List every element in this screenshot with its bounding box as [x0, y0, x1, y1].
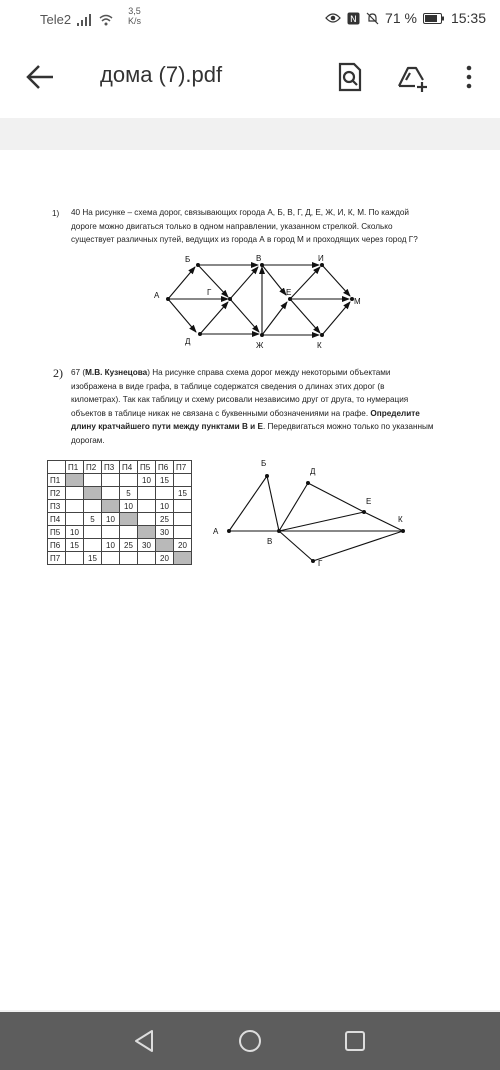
- node-d: [306, 481, 310, 485]
- node-zh: [260, 333, 264, 337]
- table-cell: 30: [156, 526, 174, 539]
- table-cell: [84, 526, 102, 539]
- speed-value: 3,5: [128, 6, 141, 16]
- edge-i-m: [322, 265, 350, 296]
- label-g: Г: [207, 288, 212, 297]
- table-cell: [120, 552, 138, 565]
- table-cell: [138, 487, 156, 500]
- label-b: Б: [261, 459, 267, 468]
- add-to-drive-icon[interactable]: [393, 58, 431, 96]
- table-row: [48, 539, 192, 552]
- node-g: [311, 559, 315, 563]
- label-i: И: [318, 254, 324, 263]
- table-cell: 5: [84, 513, 102, 526]
- label-e: Е: [286, 288, 292, 297]
- table-cell: [156, 487, 174, 500]
- label-a: А: [154, 291, 160, 300]
- q1-number: 1): [52, 209, 60, 218]
- signal-icon: [77, 14, 93, 26]
- table-cell: 15: [84, 552, 102, 565]
- nfc-icon: [347, 12, 360, 25]
- table-cell: 10: [120, 500, 138, 513]
- label-b: Б: [185, 255, 191, 264]
- table-cell: [66, 474, 84, 487]
- table-cell: [120, 474, 138, 487]
- table-cell: [102, 552, 120, 565]
- table-cell: 15: [156, 474, 174, 487]
- table-cell: [174, 500, 192, 513]
- table-cell: [84, 500, 102, 513]
- table-row-header: П6: [48, 539, 66, 552]
- table-cell: [174, 474, 192, 487]
- q1-road-graph: [140, 250, 380, 350]
- table-row: [48, 526, 192, 539]
- table-cell: 10: [156, 500, 174, 513]
- table-cell: [138, 526, 156, 539]
- table-cell: 20: [174, 539, 192, 552]
- battery-icon: [423, 13, 445, 24]
- node-k: [401, 529, 405, 533]
- table-header-cell: П2: [84, 461, 102, 474]
- label-v: В: [267, 537, 273, 546]
- node-a: [166, 297, 170, 301]
- q1-line: существует различных путей, ведущих из города А в город М и проходящих через город Г?: [71, 235, 418, 244]
- table-cell: 20: [156, 552, 174, 565]
- node-d: [198, 332, 202, 336]
- node-a: [227, 529, 231, 533]
- q2-line: изображена в виде графа, в таблице содержатся сведения о длинах этих дорог (в: [71, 381, 385, 391]
- clock: 15:35: [450, 10, 486, 26]
- label-m: М: [354, 297, 361, 306]
- edge-v-g: [279, 531, 313, 561]
- table-cell: [174, 552, 192, 565]
- q2-text: [71, 366, 499, 447]
- page-gap: [0, 118, 500, 150]
- nav-home-icon[interactable]: [235, 1026, 265, 1056]
- table-cell: [138, 552, 156, 565]
- q2-line: длину кратчайшего пути между пунктами В и Е. Передвигаться можно только по указанным: [71, 422, 434, 431]
- table-header-cell: П6: [156, 461, 174, 474]
- table-cell: 10: [138, 474, 156, 487]
- edge-a-d: [168, 299, 196, 332]
- edge-k-m: [322, 302, 350, 335]
- table-row-header: П2: [48, 487, 66, 500]
- edge-b-g: [198, 265, 228, 297]
- table-row-header: П3: [48, 500, 66, 513]
- edge-zh-e: [262, 302, 287, 335]
- back-arrow-icon[interactable]: [24, 60, 58, 94]
- edge-g-v: [230, 267, 258, 299]
- table-cell: [156, 539, 174, 552]
- mute-bell-icon: [366, 12, 379, 25]
- edge-g-k: [313, 531, 403, 561]
- app-bar: [0, 38, 500, 118]
- table-cell: 10: [102, 513, 120, 526]
- node-k: [320, 333, 324, 337]
- network-speed: [128, 6, 141, 26]
- wifi-icon: [99, 14, 113, 26]
- table-cell: [120, 526, 138, 539]
- table-cell: 10: [66, 526, 84, 539]
- table-row: [48, 474, 192, 487]
- more-options-icon[interactable]: [450, 58, 488, 96]
- status-bar: [0, 0, 500, 38]
- table-cell: 10: [102, 539, 120, 552]
- table-cell: [102, 526, 120, 539]
- table-row: [48, 552, 192, 565]
- search-document-icon[interactable]: [330, 58, 368, 96]
- table-header-cell: П3: [102, 461, 120, 474]
- label-d: Д: [185, 337, 191, 346]
- label-d: Д: [310, 467, 316, 476]
- status-right: [325, 10, 486, 26]
- carrier-label: Tele2: [40, 12, 72, 27]
- table-row: [48, 500, 192, 513]
- table-cell: 5: [120, 487, 138, 500]
- q1-line: дороге можно двигаться только в одном направлении, указанном стрелкой. Сколько: [71, 221, 393, 231]
- table-cell: 15: [66, 539, 84, 552]
- table-cell: [138, 513, 156, 526]
- table-cell: [120, 513, 138, 526]
- q2-line: дорогам.: [71, 435, 105, 445]
- label-k: К: [398, 515, 403, 524]
- document-title: дома (7).pdf: [100, 62, 223, 87]
- edge-d-g: [200, 302, 228, 334]
- table-cell: [84, 539, 102, 552]
- nav-recents-icon[interactable]: [340, 1026, 370, 1056]
- battery-percent: 71 %: [385, 10, 417, 26]
- eye-icon: [325, 12, 341, 24]
- table-row: [48, 513, 192, 526]
- table-cell: [102, 474, 120, 487]
- edge-e-i: [290, 267, 320, 299]
- svg-text:N: N: [350, 14, 357, 25]
- node-g: [228, 297, 232, 301]
- table-cell: 30: [138, 539, 156, 552]
- table-header-row: [48, 461, 192, 474]
- table-cell: [102, 500, 120, 513]
- edge-v-e: [262, 265, 286, 295]
- table-row-header: П5: [48, 526, 66, 539]
- q2-author: М.В. Кузнецова: [85, 368, 148, 377]
- edge-d-e: [308, 483, 364, 512]
- table-header-cell: [48, 461, 66, 474]
- q2-number: 2): [53, 366, 63, 380]
- label-g: Г: [318, 559, 323, 568]
- speed-unit: K/s: [128, 16, 142, 26]
- label-zh: Ж: [256, 341, 264, 350]
- table-row: [48, 487, 192, 500]
- table-header-cell: П5: [138, 461, 156, 474]
- table-row-header: П7: [48, 552, 66, 565]
- edge-a-b: [168, 267, 195, 299]
- table-header-cell: П4: [120, 461, 138, 474]
- node-e: [288, 297, 292, 301]
- status-left: [40, 12, 113, 27]
- table-cell: [66, 513, 84, 526]
- node-e: [362, 510, 366, 514]
- node-b: [196, 263, 200, 267]
- edge-v-e: [279, 512, 364, 531]
- edge-g-zh: [230, 299, 259, 332]
- table-cell: [174, 526, 192, 539]
- table-cell: [84, 487, 102, 500]
- table-cell: 25: [120, 539, 138, 552]
- pdf-page[interactable]: [0, 150, 500, 1010]
- table-row-header: П4: [48, 513, 66, 526]
- table-cell: [84, 474, 102, 487]
- system-nav-bar: [0, 1012, 500, 1070]
- table-cell: [174, 513, 192, 526]
- edge-b-v: [267, 476, 279, 531]
- label-a: А: [213, 527, 219, 536]
- q2-line: километрах). Так как таблицу и схему рисовали независимо друг от друга, то нумерация: [71, 395, 409, 404]
- table-row-header: П1: [48, 474, 66, 487]
- nav-back-icon[interactable]: [130, 1026, 160, 1056]
- table-cell: 25: [156, 513, 174, 526]
- table-cell: 15: [174, 487, 192, 500]
- distance-table: [47, 460, 192, 565]
- q2-road-graph: [205, 450, 415, 580]
- q1-text: [71, 206, 496, 247]
- table-cell: [138, 500, 156, 513]
- node-v: [277, 529, 281, 533]
- table-header-cell: П1: [66, 461, 84, 474]
- label-v: В: [256, 254, 262, 263]
- q1-line: 40 На рисунке – схема дорог, связывающих города А, Б, В, Г, Д, Е, Ж, И, К, М. По каждой: [71, 208, 409, 217]
- q2-line: объектов в таблице никак не связана с буквенными обозначениями на графе. Определите: [71, 408, 420, 418]
- edge-a-b: [229, 476, 267, 531]
- edge-e-k: [290, 299, 320, 333]
- node-b: [265, 474, 269, 478]
- table-cell: [66, 500, 84, 513]
- table-cell: [66, 552, 84, 565]
- label-k: К: [317, 341, 322, 350]
- q2-line: 67 (М.В. Кузнецова) На рисунке справа схема дорог между некоторыми объектами: [71, 368, 391, 377]
- label-e: Е: [366, 497, 372, 506]
- edge-v-d: [279, 483, 308, 531]
- node-i: [320, 263, 324, 267]
- table-header-cell: П7: [174, 461, 192, 474]
- table-cell: [66, 487, 84, 500]
- node-v: [260, 263, 264, 267]
- table-cell: [102, 487, 120, 500]
